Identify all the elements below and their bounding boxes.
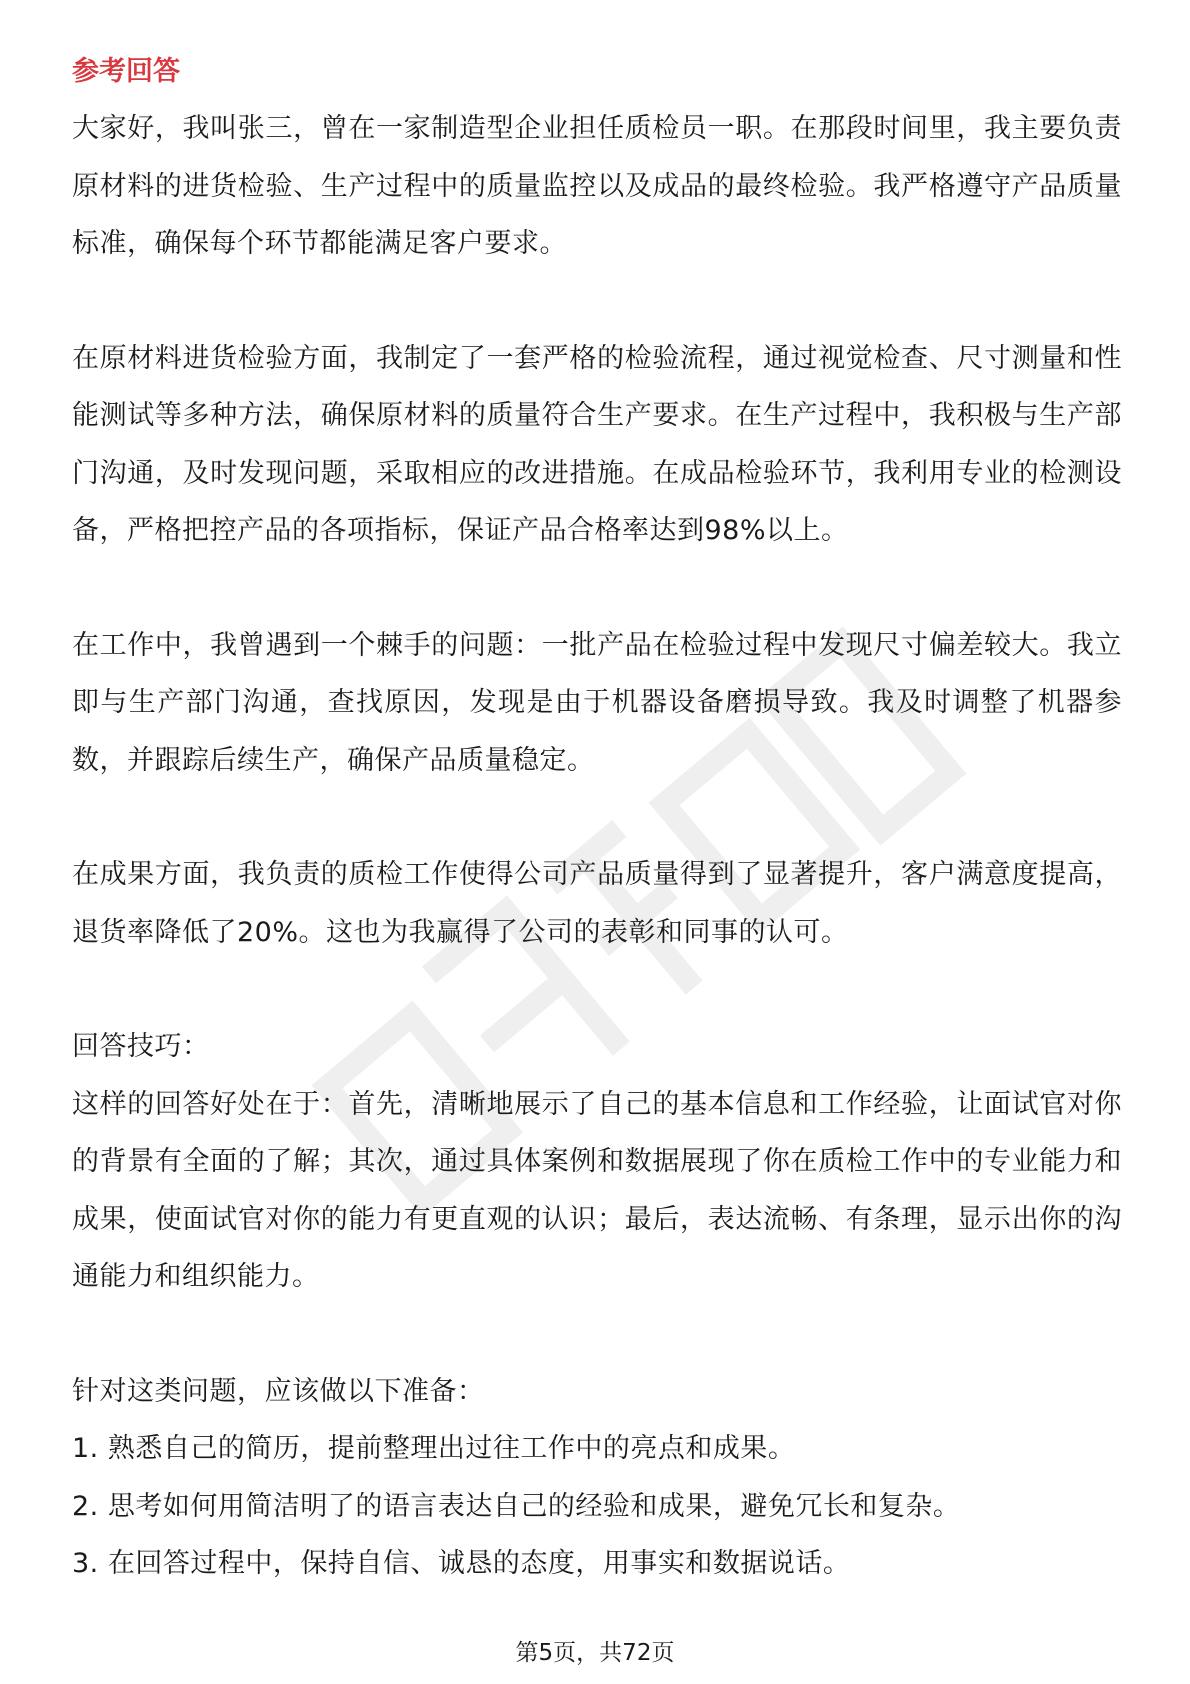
paragraph-problem: 在工作中，我曾遇到一个棘手的问题：一批产品在检验过程中发现尺寸偏差较大。我立即与生产部门沟通，查找原因，发现是由于机器设备磨损导致。我及时调整了机器参数，并跟踪后续生产，确保产品质量稳定。 — [72, 629, 1122, 776]
section-title: 参考回答 — [72, 56, 180, 87]
prep-item-2: 2. 思考如何用简洁明了的语言表达自己的经验和成果，避免冗长和复杂。 — [72, 1490, 961, 1522]
prep-item-1: 1. 熟悉自己的简历，提前整理出过往工作中的亮点和成果。 — [72, 1433, 796, 1464]
document-page — [72, 46, 1122, 1593]
paragraph-intro: 大家好，我叫张三，曾在一家制造型企业担任质检员一职。在那段时间里，我主要负责原材料的进货检验、生产过程中的质量监控以及成品的最终检验。我严格遵守产品质量标准，确保每个环节都能满足客户要求。 — [72, 113, 1122, 259]
page-number-footer: 第5页，共72页 — [515, 1640, 675, 1666]
tips-text: 这样的回答好处在于：首先，清晰地展示了自己的基本信息和工作经验，让面试官对你的背景有全面的了解；其次，通过具体案例和数据展现了你在质检工作中的专业能力和成果，使面试官对你的能力有更直观的认识；最后，表达流畅、有条理，显示出你的沟通能力和组织能力。 — [72, 1088, 1122, 1292]
prep-heading: 针对这类问题，应该做以下准备： — [72, 1375, 485, 1407]
tips-heading: 回答技巧： — [72, 1031, 210, 1062]
prep-item-3: 3. 在回答过程中，保持自信、诚恳的态度，用事实和数据说话。 — [72, 1548, 851, 1579]
paragraph-incoming-inspection: 在原材料进货检验方面，我制定了一套严格的检验流程，通过视觉检查、尺寸测量和性能测试等多种方法，确保原材料的质量符合生产要求。在生产过程中，我积极与生产部门沟通，及时发现问题，采取相应的改进措施。在成品检验环节，我利用专业的检测设备，严格把控产品的各项指标，保证产品合格率达到98%以上。 — [72, 342, 1122, 546]
paragraph-results: 在成果方面，我负责的质检工作使得公司产品质量得到了显著提升，客户满意度提高，退货率降低了20%。这也为我赢得了公司的表彰和同事的认可。 — [72, 859, 1122, 948]
